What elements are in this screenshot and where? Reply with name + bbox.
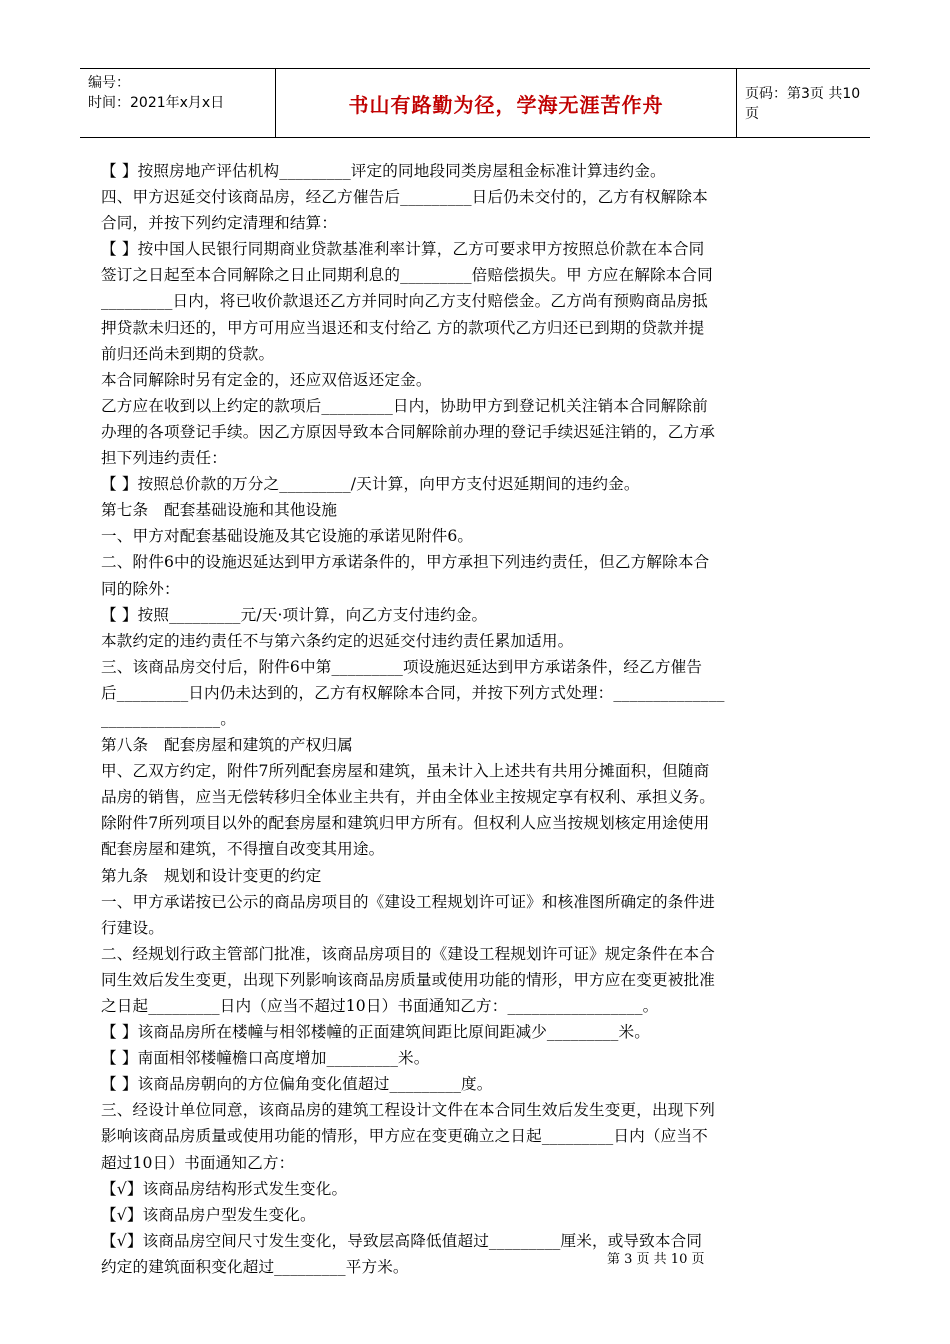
body-line: 后_________日内仍未达到的，乙方有权解除本合同，并按下列方式处理：______________ <box>101 683 725 702</box>
body-line: 【 】按照_________元/天·项计算，向乙方支付违约金。 <box>101 605 488 624</box>
body-line: 第七条 配套基础设施和其他设施 <box>101 501 338 520</box>
body-line: 签订之日起至本合同解除之日止同期利息的_________倍赔偿损失。甲 方应在解除本合同 <box>101 266 713 285</box>
body-line: 约定的建筑面积变化超过_________平方米。 <box>101 1257 409 1276</box>
body-line: 【√】该商品房空间尺寸发生变化，导致层高降低值超过_________厘米，或导致本合同 <box>101 1231 703 1250</box>
body-line: 【 】按照房地产评估机构_________评定的同地段同类房屋租金标准计算违约金。 <box>101 162 666 180</box>
body-line: 前归还尚未到期的贷款。 <box>101 344 275 363</box>
body-line: 押贷款未归还的，甲方可用应当退还和支付给乙 方的款项代乙方归还已到期的贷款并提 <box>101 318 705 337</box>
body-line: 三、经设计单位同意，该商品房的建筑工程设计文件在本合同生效后发生变更，出现下列 <box>101 1101 716 1120</box>
body-line: 二、附件6中的设施迟延达到甲方承诺条件的，甲方承担下列违约责任，但乙方解除本合 <box>101 553 710 572</box>
body-line: 【 】南面相邻楼幢檐口高度增加_________米。 <box>101 1049 430 1068</box>
body-line: 第八条 配套房屋和建筑的产权归属 <box>101 736 353 755</box>
body-line: 担下列违约责任： <box>101 449 227 468</box>
body-line: 合同，并按下列约定清理和结算： <box>101 214 338 233</box>
body-line: 行建设。 <box>101 918 164 937</box>
body-line: 【√】该商品房户型发生变化。 <box>101 1205 316 1224</box>
header-page-info: 页码：第3页 共10页 <box>745 86 861 122</box>
body-line: 乙方应在收到以上约定的款项后_________日内，协助甲方到登记机关注销本合同解除前 <box>101 396 708 415</box>
body-line: 【 】该商品房朝向的方位偏角变化值超过_________度。 <box>101 1075 493 1094</box>
time-label: 时间：2021年x月x日 <box>88 95 225 111</box>
page-footer: 第 3 页 共 10 页 <box>607 1252 705 1267</box>
body-line: 四、甲方迟延交付该商品房，经乙方催告后_________日后仍未交付的，乙方有权解除本 <box>101 188 708 207</box>
header-motto: 书山有路勤为径，学海无涯苦作舟 <box>275 69 737 137</box>
body-line: 本款约定的违约责任不与第六条约定的迟延交付违约责任累加适用。 <box>101 631 574 650</box>
body-line: 甲、乙双方约定，附件7所列配套房屋和建筑，虽未计入上述共有共用分摊面积，但随商 <box>101 762 710 781</box>
body-line: 第九条 规划和设计变更的约定 <box>101 866 322 885</box>
page-header <box>80 68 870 138</box>
document-body <box>101 158 851 1280</box>
body-line: _________日内，将已收价款退还乙方并同时向乙方支付赔偿金。乙方尚有预购商品房抵 <box>101 292 708 311</box>
body-line: 【 】该商品房所在楼幢与相邻楼幢的正面建筑间距比原间距减少_________米。 <box>101 1023 650 1042</box>
body-line: 除附件7所列项目以外的配套房屋和建筑归甲方所有。但权利人应当按规划核定用途使用 <box>101 814 710 833</box>
body-line: 一、甲方对配套基础设施及其它设施的承诺见附件6。 <box>101 527 474 546</box>
body-line: 超过10日）书面通知乙方： <box>101 1153 295 1172</box>
body-line: 【 】按中国人民银行同期商业贷款基准利率计算，乙方可要求甲方按照总价款在本合同 <box>101 240 705 259</box>
body-line: 同的除外： <box>101 579 180 598</box>
body-line: 影响该商品房质量或使用功能的情形，甲方应在变更确立之日起_________日内（应当不 <box>101 1127 708 1146</box>
body-line: 一、甲方承诺按已公示的商品房项目的《建设工程规划许可证》和核准图所确定的条件进 <box>101 892 716 911</box>
body-line: 办理的各项登记手续。因乙方原因导致本合同解除前办理的登记手续迟延注销的，乙方承 <box>101 422 716 441</box>
body-line: 配套房屋和建筑，不得擅自改变其用途。 <box>101 840 385 859</box>
body-line: 品房的销售，应当无偿转移归全体业主共有，并由全体业主按规定享有权利、承担义务。 <box>101 788 716 807</box>
body-line: 【√】该商品房结构形式发生变化。 <box>101 1179 348 1198</box>
header-meta <box>88 73 278 113</box>
body-line: 本合同解除时另有定金的，还应双倍返还定金。 <box>101 370 432 389</box>
body-line: 【 】按照总价款的万分之_________/天计算，向甲方支付迟延期间的违约金。 <box>101 475 640 494</box>
body-line: _______________。 <box>101 709 236 728</box>
body-line: 之日起_________日内（应当不超过10日）书面通知乙方：_________________。 <box>101 997 659 1015</box>
body-line: 二、经规划行政主管部门批准，该商品房项目的《建设工程规划许可证》规定条件在本合 <box>101 944 716 963</box>
serial-label: 编号： <box>88 75 130 91</box>
body-line: 同生效后发生变更，出现下列影响该商品房质量或使用功能的情形，甲方应在变更被批准 <box>101 970 716 989</box>
body-line: 三、该商品房交付后，附件6中第_________项设施迟延达到甲方承诺条件，经乙方催告 <box>101 657 703 676</box>
